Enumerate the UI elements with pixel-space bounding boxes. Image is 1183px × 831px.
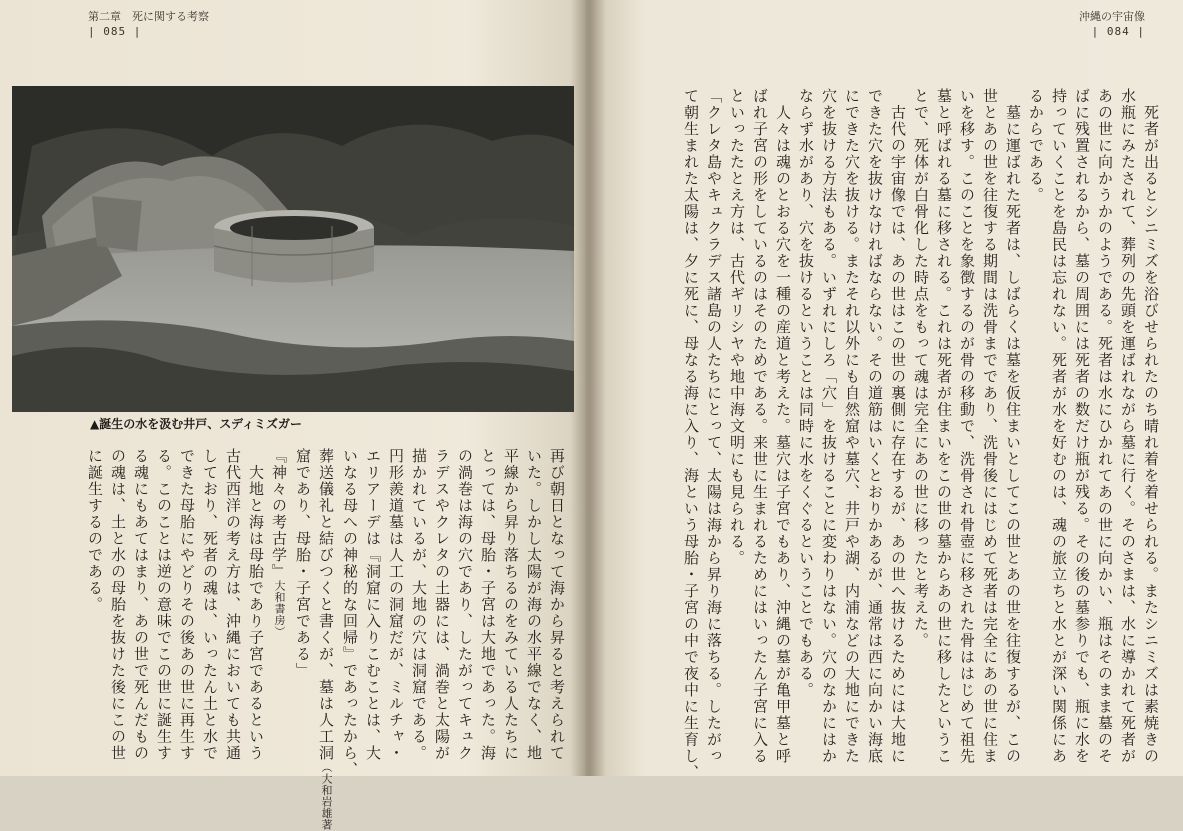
text-line: る。このことは逆の意味でこの世に誕生す <box>155 448 173 762</box>
text-line: 死者が出るとシニミズを浴びせられたのち晴れ着を着せられる。またシニミズは素焼きの <box>1142 88 1160 765</box>
right-page-number: | 084 | <box>1091 25 1145 38</box>
citation-author: （大和岩雄著 <box>320 761 333 831</box>
text-line: エリアーデは『洞窟に入りこむことは、大 <box>364 448 382 762</box>
text-line: 「クレタ島やキュクラデス諸島の人たちにとって、太陽は海から昇り海に落ちる。したがっ <box>705 88 723 765</box>
text-line: の魂は、土と水の母胎を抜けた後にこの世 <box>109 448 127 762</box>
text-line: 円形羨道墓は人工の洞窟だが、ミルチャ・ <box>387 448 405 762</box>
text-line: 大地と海は母胎であり子宮であるという <box>247 448 265 762</box>
text-line: ばに残置されるから、墓の周囲には死者の数だけ瓶が残る。その後の墓参りでも、瓶に水を <box>1073 88 1091 765</box>
text-line: ばれ子宮の形をしているのはそのためである。来世に生まれるためにはいったん子宮に入る <box>751 88 769 765</box>
text-line: るからである。 <box>1027 88 1045 204</box>
text-line: 持っていくことを島民は忘れない。死者が水を好むのは、魂の旅立ちと水とが深い関係にあ <box>1050 88 1068 765</box>
text-line: 墓に運ばれた死者は、しばらくは墓を仮住まいとしてこの世とあの世を往復するが、この <box>1004 88 1022 765</box>
text-line: 古代西洋の考え方は、沖縄においても共通 <box>224 448 242 762</box>
text-line: あの世に向かうかのようである。死者は水にひかれてあの世に向かい、瓶はそのまま墓のそ <box>1096 88 1114 765</box>
text-line: 墓と呼ばれる墓に移される。これは死者が住まいをこの世の墓からあの世に移したというこ <box>935 88 953 765</box>
citation-title: 『神々の考古学』 <box>270 448 288 580</box>
left-page-number: | 085 | <box>88 25 142 38</box>
well-photo <box>12 86 574 412</box>
photo-caption: ▲誕生の水を汲む井戸、スディミズガー <box>90 417 303 431</box>
text-line: とで、死体が白骨化した時点をもって魂は完全にあの世に移ったと考えた。 <box>912 88 930 649</box>
text-line: 再び朝日となって海から昇ると考えられて <box>548 448 566 762</box>
left-body-text <box>86 448 568 831</box>
text-line: できた穴を抜けなければならない。その道筋はいくとおりかあるが、通常は西に向かい海底 <box>866 88 884 765</box>
text-line: 水瓶にみたされて、葬列の先頭を運ばれながら墓に行く。そのさまは、水に導かれて死者が <box>1119 88 1137 765</box>
photo-well-icon <box>12 86 574 412</box>
text-line: て朝生まれた太陽は、夕に死に、母なる海に入り、海という母胎・子宮の中で夜中に生育し、 <box>682 88 700 781</box>
text-line: の渦巻は海の穴であり、したがってキュク <box>456 448 474 762</box>
right-body-text <box>668 88 1162 781</box>
text-line <box>267 448 291 768</box>
text-line: 平線から昇り落ちるのをみている人たちに <box>502 448 520 762</box>
text-line: できた母胎にやどりその後あの世に再生す <box>178 448 196 762</box>
text-line: といったたとえ方は、古代ギリシヤや地中海文明にも見られる。 <box>728 88 746 567</box>
text-line <box>314 448 338 831</box>
citation-publisher: 大和書房） <box>273 580 286 638</box>
text-line: 描かれているが、大地の穴は洞窟である。 <box>410 448 428 762</box>
text-line: 世とあの世を往復する期間は洗骨までであり、洗骨後にはじめて死者は完全にあの世に住ま <box>981 88 999 765</box>
text-line: ならず水があり、穴を抜けるということは同時に水をくぐるということでもある。 <box>797 88 815 699</box>
text-line: 穴を抜ける方法もある。いずれにしろ「穴」を抜けることに変わりはない。穴のなかにはか <box>820 88 838 765</box>
text-line: ラデスやクレタの土器には、渦巻と太陽が <box>433 448 451 762</box>
left-running-head: 第二章 死に関する考察 <box>88 10 209 23</box>
left-page <box>0 0 585 831</box>
text-line: いを移す。このことを象徴するのが骨の移動で、洗骨され骨壺に移された骨ははじめて祖先 <box>958 88 976 765</box>
text-line: にできた穴を抜ける。またそれ以外にも自然窟や墓穴、井戸や湖、内浦などの大地にできた <box>843 88 861 765</box>
text-line: しており、死者の魂は、いったん土と水で <box>201 448 219 762</box>
text-line: に誕生するのである。 <box>86 448 104 613</box>
text-line: とっては、母胎・子宮は大地であった。海 <box>479 448 497 762</box>
text-line: 古代の宇宙像では、あの世はこの世の裏側に存在するが、あの世へ抜けるためには大地に <box>889 88 907 765</box>
right-running-head: 沖縄の宇宙像 <box>1079 10 1145 23</box>
text-line: いた。しかし太陽が海の水平線でなく、地 <box>525 448 543 762</box>
text-line: 窟であり、母胎・子宮である」 <box>294 448 312 679</box>
text-line-part: 葬送儀礼と結びつくと書くが、墓は人工洞 <box>317 448 335 762</box>
text-line: る魂にもあてはまり、あの世で死んだもの <box>132 448 150 762</box>
text-line: 人々は魂のとおる穴を一種の産道と考えた。墓穴は子宮でもあり、沖縄の墓が亀甲墓と呼 <box>774 88 792 765</box>
text-line: いなる母への神秘的な回帰』であったから、 <box>341 448 359 778</box>
